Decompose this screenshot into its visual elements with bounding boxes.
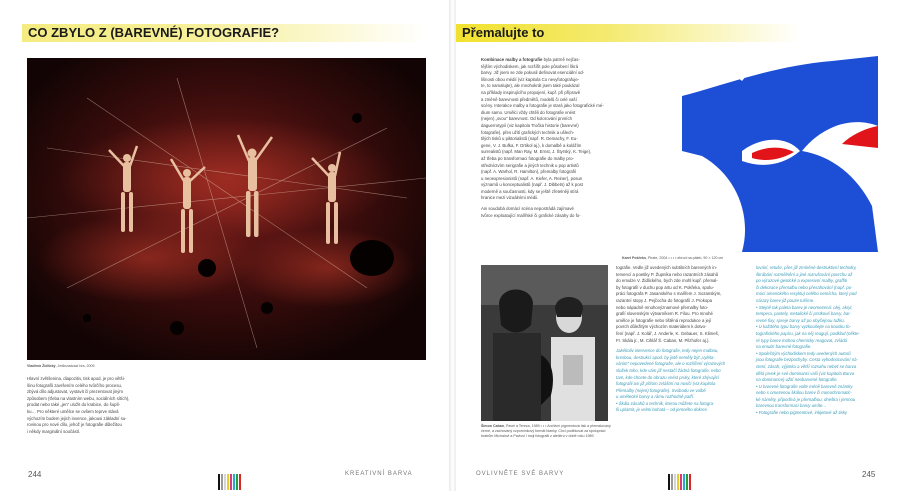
body-line: mocí amerického recyklu) celého nemícha, který pod bbox=[756, 291, 857, 297]
body-line: nebo s omezenou škálou barev či monochromatic- bbox=[756, 390, 853, 396]
left-page bbox=[0, 0, 450, 491]
bullet-item: • U barevné fotografie volte méně barevně známky bbox=[756, 383, 853, 389]
body-line: scény. Interakce malby a fotografie je stará jako fotografické mé- bbox=[481, 103, 604, 109]
right-page bbox=[456, 0, 906, 491]
hand-artwork bbox=[682, 56, 878, 252]
bullet-item: • Společným východiskem tedy uvedených autorů bbox=[756, 350, 851, 356]
body-line: povrch důležitým výchozím materiálem k dotvo- bbox=[616, 324, 707, 330]
body-line: umělce je fotografie nebo tištěná reprodukce a její bbox=[616, 317, 712, 323]
body-line: na dominance) užití neobarvené fotografie. bbox=[756, 377, 838, 383]
body-line: revné fixy, spreje barvy až po obyčejnou tužku. bbox=[756, 317, 846, 323]
body-line: tam, kde chcete do obrazu vnést prvky, které zbývající bbox=[616, 374, 720, 380]
right-column-2 bbox=[616, 265, 746, 414]
body-line: te, to namalujte), ale mnohokrát jsem také poukázal bbox=[481, 83, 580, 89]
body-line: ké náměty, připodívá je přemalbou, dneška i jemnou bbox=[756, 396, 856, 402]
body-line: Ani soudobá domácí scéna nepostrádá zajímavé bbox=[481, 206, 574, 212]
body-line: barevnou transformaci barvy umíte… bbox=[756, 403, 827, 409]
body-line: či dekorace přemalbu nebo přesahování (např. po- bbox=[756, 284, 853, 290]
body-line: na emulzi barevné fotografie. bbox=[756, 344, 812, 350]
body-line: tografie. Vedle již uvedených subtilních barevných in- bbox=[616, 265, 718, 270]
body-line: škrábání rozmělnění a jiné rozrušování povrchu až bbox=[756, 271, 853, 277]
body-line: způsobem (třeba na vlastním webu, sociálních sítích), bbox=[27, 395, 130, 401]
body-line: práci fotografa P. Jasanského s malířem J. Sozanským, bbox=[616, 291, 722, 297]
body-line: vánim“ nepovedené fotografie, ale o rozšíření výrazových bbox=[616, 361, 726, 367]
body-line: moderně a současnosti, kdy se ještě zřetelněji stírá bbox=[481, 188, 579, 194]
body-line: Kombinace malby a fotografie byla patrně nejčas- bbox=[481, 57, 580, 62]
body-line: tempera, pastely, metalické či prstkové barvy, bar- bbox=[756, 311, 852, 317]
right-running-head: OVLIVNĚTE SVÉ BARVY bbox=[476, 471, 565, 477]
body-line: složek toho, kde vám již nestačí žádná fotografie, nebo bbox=[616, 367, 721, 373]
body-line: a změně barevnosti předmětů, modelů či celé vaší bbox=[481, 96, 577, 102]
body-line: u umělecké barvy a rámu rozhodně patří. bbox=[616, 394, 695, 400]
body-line: středníctvím serigrafie a jiných technik u pop artistů bbox=[481, 162, 579, 168]
hand-artwork-caption: Karel Pokřeks, Pirate, 2004 • • • • ebrod na páleb, 90 × 120 cm bbox=[622, 256, 724, 260]
body-line: zbývá dílo adjustovat, vystavit či prezentovat jiným bbox=[27, 389, 124, 395]
bullet-item: • Stejně tak paleta barev je neomezená: olej, akryl, bbox=[756, 304, 853, 310]
body-line: (např. A. Warhol, R. Hamilton), přemalby fotografií bbox=[481, 169, 577, 175]
body-line: fotografii asi již přitom zvláštní na nosiči (viz kapitola bbox=[616, 381, 716, 387]
body-line: u neoexpresionistů (např. A. Kiefer, A. Reiner), posun bbox=[481, 175, 583, 181]
body-line: po výrazové gestické a expresivní malby, graffiti bbox=[756, 278, 847, 284]
body-line: barvy. Již jsem se zde pokusil definovat esenciální od- bbox=[481, 70, 585, 76]
body-line: výchozím bodem jejich invence, jakousi základní su- bbox=[27, 415, 127, 421]
body-line: grafií slovenským výtvarníkem R. Filou. Pro mnohé bbox=[616, 311, 713, 317]
body-line: fii uplatnit, je velmi bohatá – od jemného dokres- bbox=[616, 407, 709, 413]
body-line: lování, retuše, přes již zmíněné destruktivní techniky, bbox=[756, 265, 857, 270]
body-line: by fotografií v duchu pop artu od K. Pokřeka, spolu- bbox=[616, 284, 714, 290]
body-line: dělá prvek je své dominanci vaši (viz kapitola Barva bbox=[756, 370, 855, 376]
body-line: lišnosti obou médií (viz kapitola Co nevyfotografuje- bbox=[481, 76, 580, 82]
body-line: kresbou, destrukcí apod. by jistě neměly být „vyléta- bbox=[616, 354, 715, 360]
body-line: ku… Pro některé umělce se ovšem teprve stává bbox=[27, 408, 119, 414]
body-line: tilých tisků u piktorialistů (např. R. Demachy, F. Eu- bbox=[481, 136, 578, 142]
right-page-header bbox=[456, 24, 886, 42]
body-line: (nejen) „svou“ barevnost. Od kolorování prvních bbox=[481, 116, 572, 122]
left-page-body bbox=[27, 376, 155, 435]
body-line: ctení, zásah, výjimka a větší rozsahu nebeť se barva bbox=[756, 363, 857, 369]
body-line: tervencí a poetiky P. Župníka nebo razantních zásahů bbox=[616, 271, 719, 277]
left-page-title: CO ZBYLO Z (BAREVNÉ) FOTOGRAFIE? bbox=[28, 25, 280, 40]
body-line: Hlavní zvětšenina, diapozitiv, tisk apod. je pro větši- bbox=[27, 376, 126, 381]
body-line: ré typy barev mohou chemicky reagovat, zvládá bbox=[756, 337, 847, 343]
caban-bw-photo-caption: Šimon Caban, Pavel a Tereza, 1989 • • • Archivní pigmentová tisk a přemalovaný černé, a zachovaný vzpomínkový formát blanky. Chci poděkovat za spolupráci bratrům Michalovi a Pavlovi i moji fotografii z ateliéru v době roku 1989. bbox=[481, 424, 611, 438]
body-line: prodat nebo také „jen“ uložit do krabice, do šuplí- bbox=[27, 402, 121, 408]
right-color-registration-bar bbox=[668, 474, 691, 490]
left-page-header bbox=[22, 24, 427, 42]
body-line: hranice mezi vizuálními médii. bbox=[481, 195, 539, 201]
caban-bw-photo-art bbox=[481, 265, 608, 421]
bullet-item: • Fotografie nebo pigmentové, inkjetové až tisky bbox=[756, 410, 848, 416]
body-line: i někdy marginální součástí. bbox=[27, 428, 81, 434]
caban-bw-photo bbox=[481, 265, 608, 421]
bullet-item: • Škála zásahů a technik, kterou můžete na fotogra- bbox=[616, 400, 715, 406]
body-line: jsou fotografie bezpochyby. Cesta vyhodnocování ná- bbox=[756, 357, 858, 363]
body-line: gene, V. J. Bufka, F. Drtikol aj.), k domalbě a kolážím bbox=[481, 142, 582, 148]
body-line: nebo nápadně mnohovýznamové přemalby foto- bbox=[616, 304, 709, 310]
left-running-head: KREATIVNÍ BARVA bbox=[345, 471, 413, 477]
body-line: razantní stopy J. Pejčocha do fotografií J. Prokopa bbox=[616, 297, 713, 303]
bullet-item: • U každého typu barvy vyzkoušejte na kousku fo- bbox=[756, 324, 851, 330]
body-line: Fr. Skála jr., M. Cihlář Š. Caban, M. Pilzhofer aj.). bbox=[616, 337, 710, 343]
body-line: významů u konceptualistů (např. J. Dibbets) až k post bbox=[481, 182, 583, 188]
left-color-registration-bar bbox=[218, 474, 241, 490]
right-column-1 bbox=[481, 57, 633, 219]
body-line: na příklady inspirujícího propojení, kupř. při přípravě bbox=[481, 89, 581, 95]
body-line: Přemalby (nejen) fotografie). Svobodu ve volbě bbox=[616, 387, 706, 393]
body-line: nárazy barev již pouze tušíme. bbox=[756, 297, 815, 303]
body-line: do emulze V. Židlického, bych zde mohl kupř. přemal- bbox=[616, 278, 718, 284]
body-line: tvůrce exploatující malířské či grafické zásahy do fo- bbox=[481, 212, 581, 218]
body-line: tějším východiskem, jak rozšířit pole působení škrá bbox=[481, 63, 578, 69]
body-line: dium samo. Umělci vždy chtěli do fotografie vnést bbox=[481, 109, 576, 115]
body-line: fotografie), přes užití grafických technik a ušlech- bbox=[481, 129, 575, 135]
body-line: ření (např. J. Kolář, J. Anderle, K. Gebauer, S. Klimeš, bbox=[616, 330, 719, 336]
dancers-photo-caption: Vladimír Židlický, Jedinzadzaci hra, 2009 bbox=[27, 364, 95, 368]
body-line: rovinou pro nové dílo, jehož je fotografie důležitou bbox=[27, 422, 122, 428]
left-page-number: 244 bbox=[28, 470, 42, 479]
body-line: Jakékoliv intervence do fotografie, tedy nejen malbou, bbox=[616, 348, 719, 354]
dancers-photo-art bbox=[27, 58, 426, 360]
body-line: až třeba po transformaci fotografie do malby pro- bbox=[481, 155, 574, 161]
hand-artwork-graphic bbox=[682, 56, 878, 252]
right-page-title: Přemalujte to bbox=[462, 25, 545, 40]
body-line: daguerrotypií (viz kapitola Tročka historie (barevné) bbox=[481, 122, 579, 128]
right-page-number: 245 bbox=[862, 470, 876, 479]
body-line: surrealistů (např. Man Ray, M. Ernst, J. Štyrský, K. Teige), bbox=[481, 149, 592, 155]
dancers-photo bbox=[27, 58, 426, 360]
body-line: šinu fotografů završením celého tvůrčího procesu, bbox=[27, 382, 123, 388]
right-column-3 bbox=[756, 265, 882, 417]
body-line: tografického papíru, jak na něj reagují, podklad (někte- bbox=[756, 330, 860, 336]
